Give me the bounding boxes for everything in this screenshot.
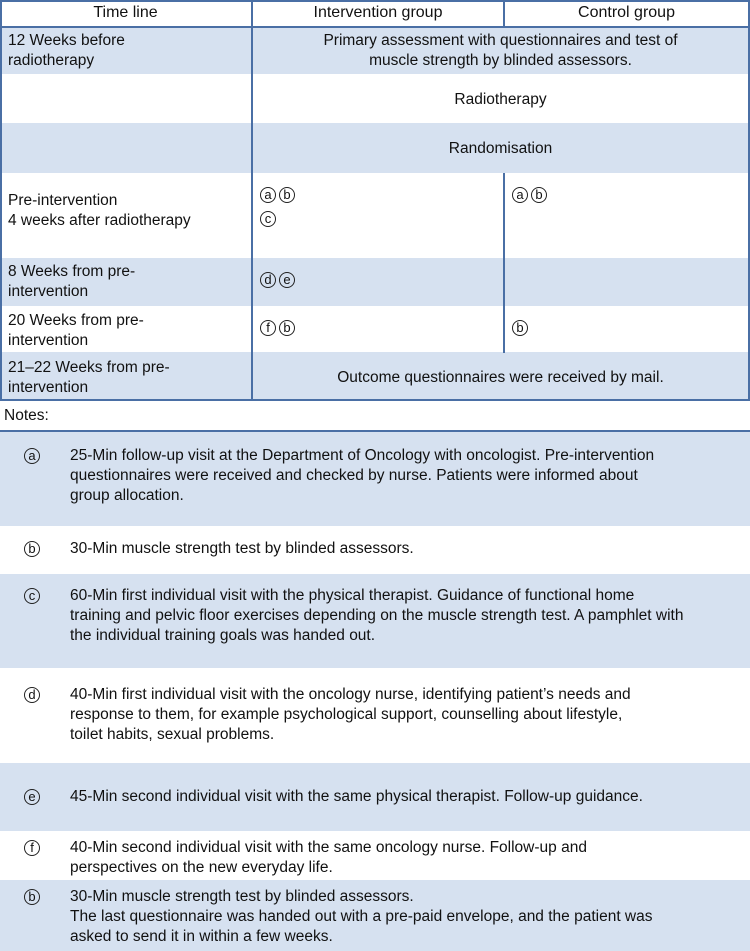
header-intervention: Intervention group <box>313 4 443 21</box>
row6-control-marks <box>512 316 531 340</box>
notes-top-border <box>0 430 750 432</box>
header-divider <box>0 26 750 28</box>
note-marker-4: e <box>24 789 40 805</box>
row6-intervention-marks <box>260 316 298 340</box>
mark-d: d <box>260 272 276 288</box>
table-left-border <box>0 0 2 401</box>
row7-timeline: 21–22 Weeks from pre- intervention <box>8 359 170 396</box>
note-marker-2: c <box>24 588 40 604</box>
row4-control-marks <box>512 183 550 207</box>
row4-timeline: Pre-intervention 4 weeks after radiotherapy <box>8 192 191 229</box>
note-marker-0: a <box>24 448 40 464</box>
mark-f: f <box>260 320 276 336</box>
note-text-3: 40-Min first individual visit with the oncology nurse, identifying patient’s needs and response to them, for example psychological support, counselling about lifestyle, toilet habits, sexual problems. <box>70 686 631 743</box>
row7-merged: Outcome questionnaires were received by mail. <box>337 369 664 386</box>
note-text-2: 60-Min first individual visit with the physical therapist. Guidance of functional home training and pelvic floor exercises depending on the muscle strength test. A pamphlet with the individual training goals was handed out. <box>70 587 684 644</box>
notes-label: Notes: <box>4 407 49 424</box>
note-marker-3: d <box>24 687 40 703</box>
row1-merged: Primary assessment with questionnaires and test of muscle strength by blinded assessors. <box>323 32 678 69</box>
row6-timeline: 20 Weeks from pre- intervention <box>8 312 144 349</box>
mark-b: b <box>531 187 547 203</box>
mark-e: e <box>279 272 295 288</box>
note-text-6: 30-Min muscle strength test by blinded assessors. The last questionnaire was handed out with a pre-paid envelope, and the patient was asked to send it in within a few weeks. <box>70 888 653 945</box>
note-text-1: 30-Min muscle strength test by blinded assessors. <box>70 540 414 557</box>
note-marker-6: b <box>24 889 40 905</box>
row5-timeline: 8 Weeks from pre- intervention <box>8 263 136 300</box>
mark-c: c <box>260 211 276 227</box>
row5-intervention-marks <box>260 268 298 292</box>
note-text-0: 25-Min follow-up visit at the Department of Oncology with oncologist. Pre-intervention questionnaires were received and checked by nurse. Patients were informed about group allocation. <box>70 447 655 504</box>
header-timeline: Time line <box>93 4 158 21</box>
mark-b: b <box>279 187 295 203</box>
note-marker-1: b <box>24 541 40 557</box>
row3-randomisation: Randomisation <box>448 140 553 157</box>
row4-intervention-marks <box>260 183 298 231</box>
group-divider <box>503 173 505 353</box>
header-control: Control group <box>578 4 675 21</box>
row1-timeline: 12 Weeks before radiotherapy <box>8 32 125 69</box>
mark-b: b <box>279 320 295 336</box>
mark-a: a <box>260 187 276 203</box>
note-text-5: 40-Min second individual visit with the same oncology nurse. Follow-up and perspectives on the new everyday life. <box>70 839 587 876</box>
row2-radiotherapy: Radiotherapy <box>454 91 547 108</box>
table-bottom-border <box>0 399 750 401</box>
mark-a: a <box>512 187 528 203</box>
note-marker-5: f <box>24 840 40 856</box>
mark-b: b <box>512 320 528 336</box>
note-text-4: 45-Min second individual visit with the same physical therapist. Follow-up guidance. <box>70 788 643 805</box>
